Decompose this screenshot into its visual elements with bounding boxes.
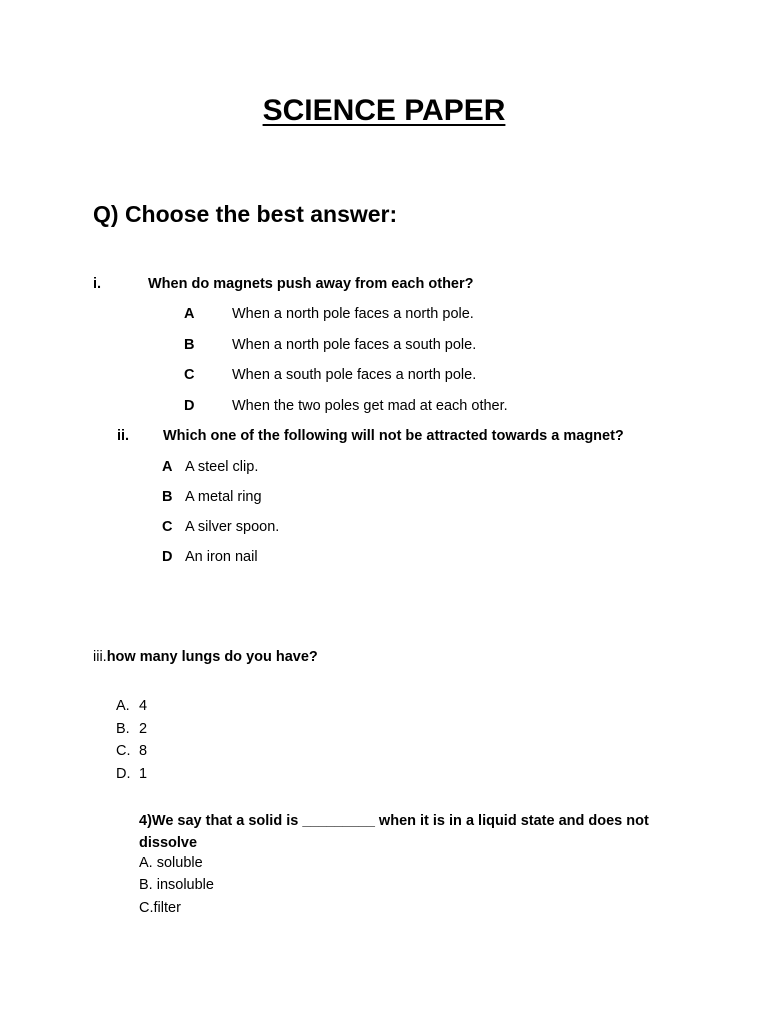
option-text: An iron nail bbox=[185, 549, 258, 565]
option-letter: B. bbox=[116, 721, 130, 737]
question-number: i. bbox=[93, 276, 102, 292]
option-text: 2 bbox=[139, 721, 148, 737]
question-line bbox=[93, 649, 318, 665]
instruction-heading: Q) Choose the best answer: bbox=[93, 201, 398, 227]
option-text: 4 bbox=[139, 698, 148, 714]
option-letter: D bbox=[162, 549, 173, 565]
option-letter: D bbox=[184, 398, 195, 414]
option-letter: B bbox=[184, 337, 195, 353]
option-text: A silver spoon. bbox=[185, 519, 280, 535]
question-text: We say that a solid is _________ when it is in a liquid state and does not dissolve bbox=[139, 813, 649, 851]
option-letter: A. bbox=[116, 698, 130, 714]
option-text: A metal ring bbox=[185, 489, 262, 505]
question-text: how many lungs do you have? bbox=[106, 649, 318, 665]
option-letter: D. bbox=[116, 766, 131, 782]
question-line bbox=[139, 810, 684, 854]
page-title: SCIENCE PAPER bbox=[262, 94, 506, 127]
question-number: ii. bbox=[117, 428, 130, 444]
option-text: When the two poles get mad at each other. bbox=[232, 398, 508, 414]
option-text: 8 bbox=[139, 743, 148, 759]
question-number: iii. bbox=[93, 649, 107, 665]
question-number: 4) bbox=[139, 813, 152, 829]
question-text: Which one of the following will not be attracted towards a magnet? bbox=[163, 428, 624, 444]
option-letter: A bbox=[162, 459, 173, 475]
option-letter: B bbox=[162, 489, 173, 505]
option-text: When a north pole faces a south pole. bbox=[232, 337, 477, 353]
option-letter: C. bbox=[116, 743, 131, 759]
option-text: B. insoluble bbox=[139, 877, 214, 893]
question-text: When do magnets push away from each other? bbox=[148, 276, 474, 292]
option-text: A. soluble bbox=[139, 855, 203, 871]
option-letter: A bbox=[184, 306, 195, 322]
option-text: When a north pole faces a north pole. bbox=[232, 306, 474, 322]
option-text: When a south pole faces a north pole. bbox=[232, 367, 477, 383]
option-text: C.filter bbox=[139, 900, 181, 916]
option-text: A steel clip. bbox=[185, 459, 259, 475]
option-letter: C bbox=[184, 367, 195, 383]
option-text: 1 bbox=[139, 766, 148, 782]
option-letter: C bbox=[162, 519, 173, 535]
